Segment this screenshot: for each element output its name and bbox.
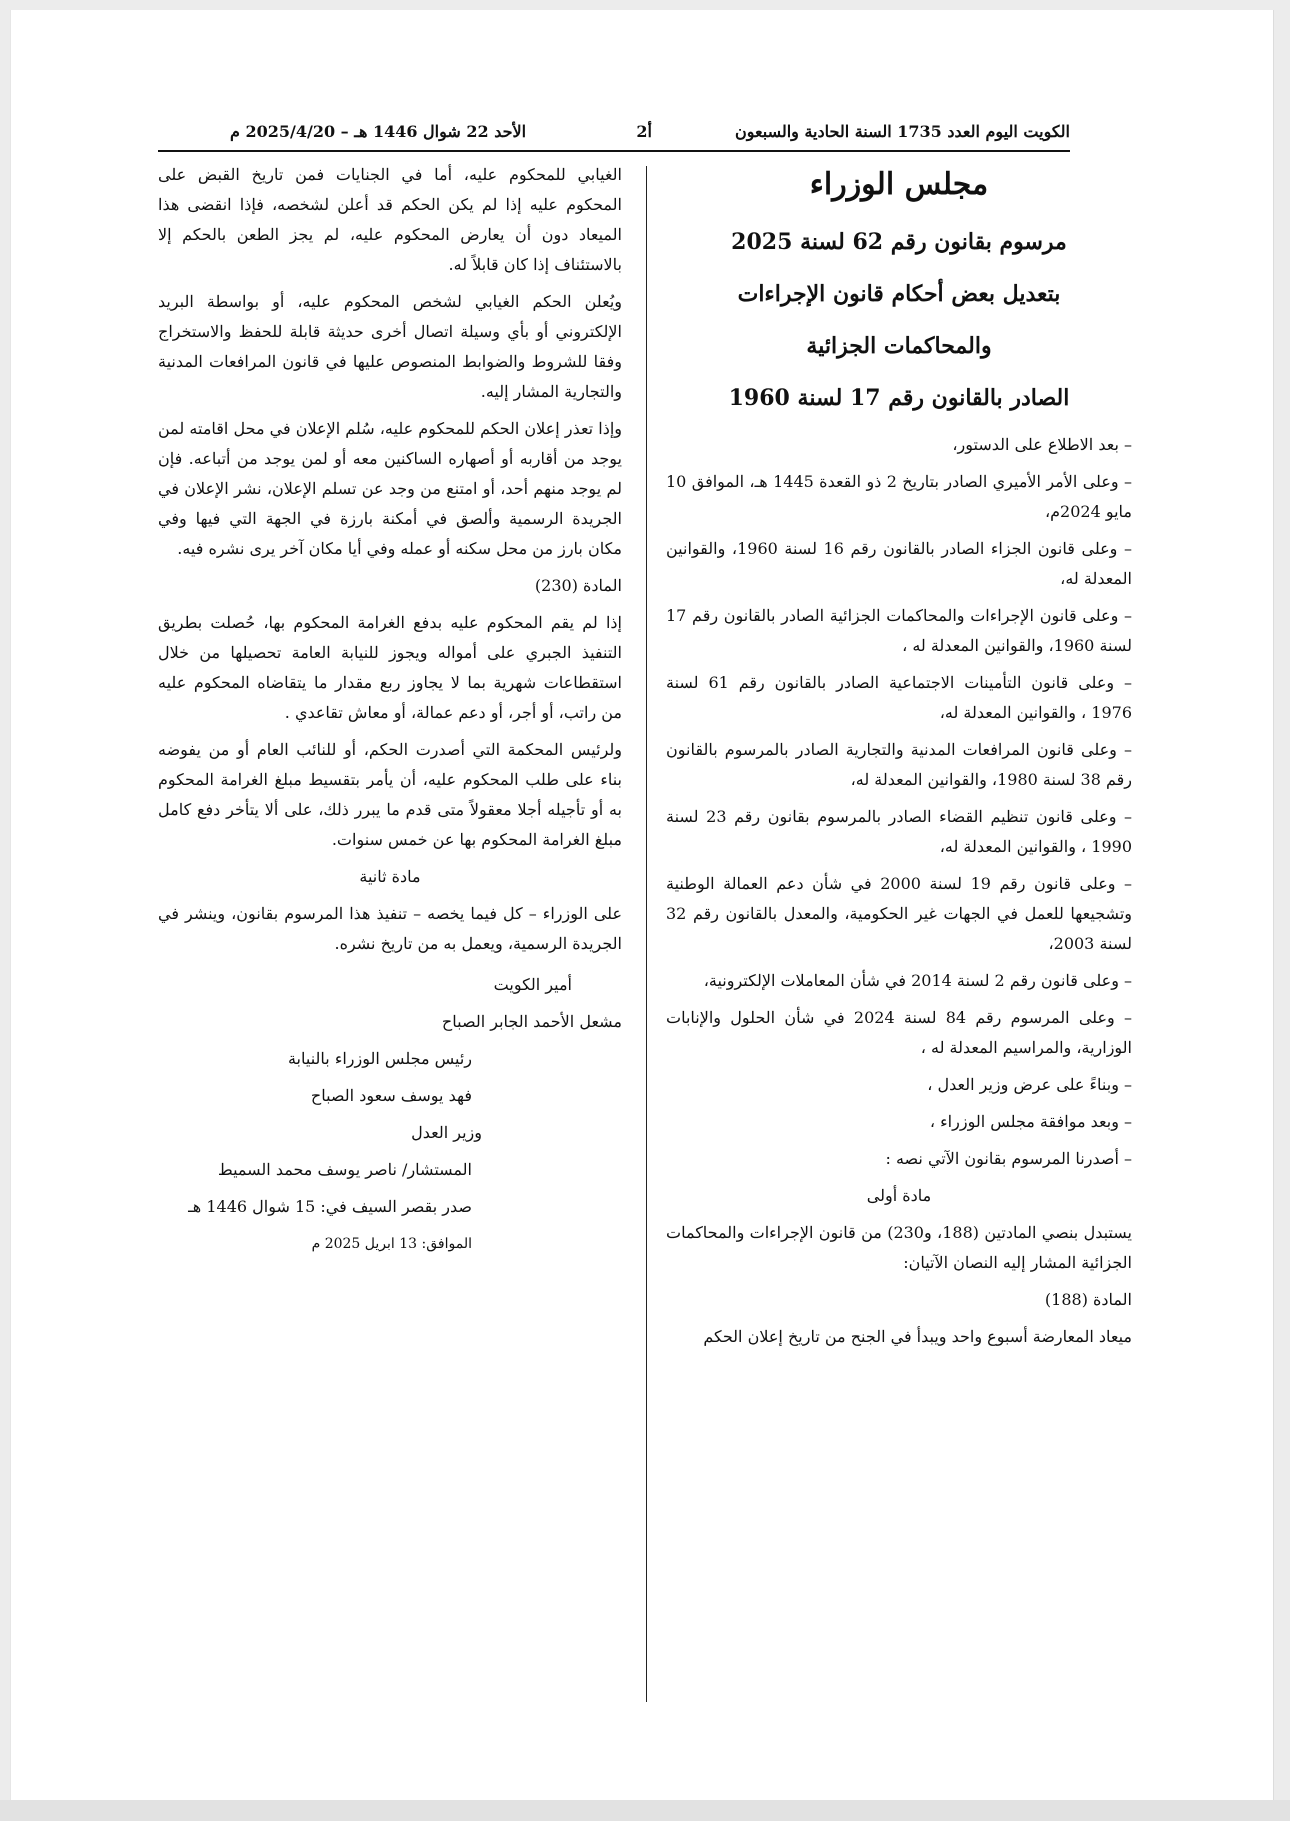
page-bottom-strip xyxy=(0,1800,1290,1821)
column-divider xyxy=(646,166,647,1702)
preamble-item: – أصدرنا المرسوم بقانون الآتي نصه : xyxy=(885,1149,1132,1168)
preamble-item: – وعلى قانون تنظيم القضاء الصادر بالمرسوم بقانون رقم 23 لسنة 1990 ، والقوانين المعدلة له، xyxy=(666,807,1133,856)
pm-title: رئيس مجلس الوزراء بالنيابة xyxy=(287,1049,472,1068)
article-188-paragraph: ويُعلن الحكم الغيابي لشخص المحكوم عليه، أو بواسطة البريد الإلكتروني أو بأي وسيلة اتصال أخرى حديثة قابلة للحفظ والاستخراج وفقا للشروط والضوابط المنصوص عليها في قانون المرافعات المدنية والتجارية المشار إليه. xyxy=(158,292,622,401)
preamble-item: – وعلى قانون الجزاء الصادر بالقانون رقم 16 لسنة 1960، والقوانين المعدلة له، xyxy=(666,539,1133,588)
justice-title: وزير العدل xyxy=(411,1123,482,1142)
preamble-item: – وبناءً على عرض وزير العدل ، xyxy=(927,1075,1132,1094)
decree-title-line: بتعديل بعض أحكام قانون الإجراءات xyxy=(737,281,1061,307)
header-issue: الكويت اليوم العدد 1735 السنة الحادية والسبعون xyxy=(735,122,1070,141)
preamble-item: – وعلى قانون الإجراءات والمحاكمات الجزائية الصادر بالقانون رقم 17 لسنة 1960، والقوانين المعدلة له ، xyxy=(666,606,1132,655)
preamble-item: – بعد الاطلاع على الدستور، xyxy=(952,435,1132,454)
header-rule xyxy=(158,150,1070,152)
preamble-item: – وعلى قانون التأمينات الاجتماعية الصادر بالقانون رقم 61 لسنة 1976 ، والقوانين المعدلة له، xyxy=(666,673,1132,722)
pm-name: فهد يوسف سعود الصباح xyxy=(310,1086,472,1105)
preamble-item: – وعلى قانون رقم 2 لسنة 2014 في شأن المعاملات الإلكترونية، xyxy=(703,971,1132,990)
decree-title-line: مرسوم بقانون رقم 62 لسنة 2025 xyxy=(731,229,1067,255)
article-188-heading: المادة (188) xyxy=(1044,1290,1132,1309)
right-column xyxy=(666,160,1132,1359)
preamble-item: – وعلى قانون رقم 19 لسنة 2000 في شأن دعم العمالة الوطنية وتشجيعها للعمل في الجهات غير الحكومية، والمعدل بالقانون رقم 32 لسنة 2003، xyxy=(666,874,1132,953)
justice-name: المستشار/ ناصر يوسف محمد السميط xyxy=(217,1160,472,1179)
preamble-item: – وعلى قانون المرافعات المدنية والتجارية الصادر بالمرسوم بالقانون رقم 38 لسنة 1980، والقوانين المعدلة له، xyxy=(666,740,1132,789)
article-one-heading: مادة أولى xyxy=(866,1186,932,1205)
amir-title: أمير الكويت xyxy=(493,975,572,994)
article-188-paragraph: الغيابي للمحكوم عليه، أما في الجنايات فمن تاريخ القبض على المحكوم عليه إذا لم يكن الحكم قد أعلن لشخصه، فإذا انقضى هذا الميعاد دون أن يعارض المحكوم عليه، لم يجز الطعن بالحكم إلا بالاستئناف إذا كان قابلاً له. xyxy=(158,165,623,274)
article-230-heading: المادة (230) xyxy=(534,576,622,595)
decree-title-block xyxy=(666,160,1132,424)
issued-at: صدر بقصر السيف في: 15 شوال 1446 هـ xyxy=(188,1197,472,1216)
council-heading: مجلس الوزراء xyxy=(809,167,989,202)
preamble-item: – وعلى المرسوم رقم 84 لسنة 2024 في شأن الحلول والإنابات الوزارية، والمراسيم المعدلة له ، xyxy=(666,1008,1132,1057)
left-column xyxy=(158,160,622,1266)
article-188-paragraph: وإذا تعذر إعلان الحكم للمحكوم عليه، سُلم الإعلان في محل اقامته لمن يوجد من أقاربه أو أصهاره الساكنين معه أو لمن يوجد من أتباعه. فإن لم يوجد منهم أحد، أو امتنع من وجد عن تسلم الإعلان، نشر الإعلان في الجريدة الرسمية وألصق في أمكنة بارزة في الجهة التي فيها وفي مكان بارز من محل سكنه أو عمله وفي أيا مكان آخر يرى نشره فيه. xyxy=(158,419,622,558)
issued-corresponding: الموافق: 13 ابريل 2025 م xyxy=(311,1236,472,1252)
article-two-heading: مادة ثانية xyxy=(359,867,421,886)
article-two-text: على الوزراء – كل فيما يخصه – تنفيذ هذا المرسوم بقانون، وينشر في الجريدة الرسمية، ويعمل به من تاريخ نشره. xyxy=(158,904,622,953)
header-date: الأحد 22 شوال 1446 هـ – 2025/4/20 م xyxy=(230,122,527,141)
decree-title-line: الصادر بالقانون رقم 17 لسنة 1960 xyxy=(728,385,1070,411)
page-header xyxy=(158,118,1070,148)
article-230-paragraph: إذا لم يقم المحكوم عليه بدفع الغرامة المحكوم بها، حُصلت بطريق التنفيذ الجبري على أمواله ويجوز للنيابة العامة تحصيلها من خلال استقطاعات شهرية بما لا يجاوز ربع مقدار ما يتقاضاه المحكوم عليه من راتب، أو أجر، أو دعم عمالة، أو معاش تقاعدي . xyxy=(158,613,622,722)
preamble-item: – وعلى الأمر الأميري الصادر بتاريخ 2 ذو القعدة 1445 هـ، الموافق 10 مايو 2024م، xyxy=(666,472,1132,521)
amir-name: مشعل الأحمد الجابر الصباح xyxy=(441,1012,622,1031)
preamble-item: – وبعد موافقة مجلس الوزراء ، xyxy=(929,1112,1132,1131)
article-230-paragraph: ولرئيس المحكمة التي أصدرت الحكم، أو للنائب العام أو من يفوضه بناء على طلب المحكوم عليه، أن يأمر بتقسيط مبلغ الغرامة المحكوم به أو تأجيله أجلا معقولاً متى قدم ما يبرر ذلك، على ألا يتأخر دفع كامل مبلغ الغرامة المحكوم بها عن خمس سنوات. xyxy=(158,740,622,849)
article-one-text: يستبدل بنصي المادتين (188، و230) من قانون الإجراءات والمحاكمات الجزائية المشار إليه النصان الآتيان: xyxy=(666,1223,1132,1272)
header-page-number: أ2 xyxy=(636,122,652,141)
article-188-start: ميعاد المعارضة أسبوع واحد ويبدأ في الجنح من تاريخ إعلان الحكم xyxy=(703,1327,1132,1346)
decree-title-line: والمحاكمات الجزائية xyxy=(806,333,992,359)
